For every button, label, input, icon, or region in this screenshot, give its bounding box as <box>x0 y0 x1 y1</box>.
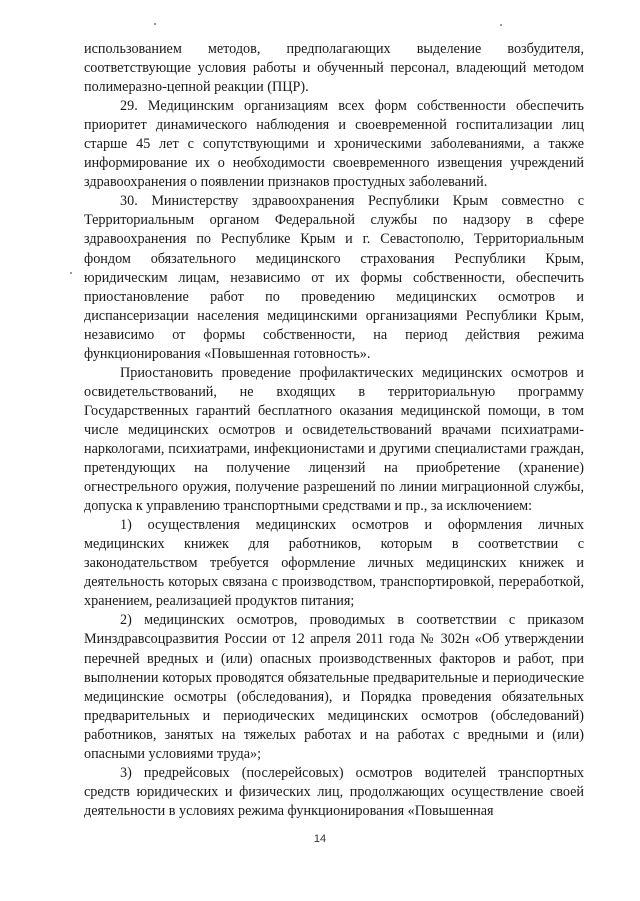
document-body <box>84 40 584 821</box>
list-item-1: 1) осуществления медицинских осмотров и оформления личных медицинских книжек для работников, которым в соответствии с законодательством требуется оформление личных медицинских книжек и деятельность которых связана с производством, транспортировкой, переработкой, хранением, реализацией продуктов питания; <box>84 517 584 610</box>
page-number: 14 <box>313 833 327 845</box>
paragraph-29: 29. Медицинским организациям всех форм собственности обеспечить приоритет динамического наблюдения и своевременной госпитализации лиц старше 45 лет с сопутствующими и хроническими заболеваниями, а также информирование их о необходимости своевременного извещения учреждений здравоохранения о появлении признаков простудных заболеваний. <box>84 98 584 191</box>
paragraph-continuation: использованием методов, предполагающих выделение возбудителя, соответствующие условия работы и обученный персонал, владеющий методом полимеразно-цепной реакции (ПЦР). <box>84 41 584 96</box>
scan-speck <box>70 272 72 274</box>
scan-speck <box>154 23 156 25</box>
list-item-3: 3) предрейсовых (послерейсовых) осмотров водителей транспортных средств юридических и физических лиц, продолжающих осуществление своей деятельности в условиях режима функционирования «Повышенная <box>84 764 584 819</box>
list-item-2: 2) медицинских осмотров, проводимых в соответствии с приказом Минздравсоцразвития России от 12 апреля 2011 года № 302н «Об утверждении перечней вредных и (или) опасных производственных факторов и работ, при выполнении которых проводятся обязательные предварительные и периодические медицинские осмотры (обследования), и Порядка проведения обязательных предварительных и периодических медицинских осмотров (обследований) работников, занятых на тяжелых работах и на работах с вредными и (или) опасными условиями труда»; <box>84 612 584 762</box>
paragraph-30: 30. Министерству здравоохранения Республики Крым совместно с Территориальным органом Федеральной службы по надзору в сфере здравоохранения по Республике Крым и г. Севастополю, Территориальным фондом обязательного медицинского страхования Республики Крым, юридическим лицам, независимо от их формы собственности, обеспечить приостановление работ по проведению медицинских осмотров и диспансеризации населения медицинскими организациями Республики Крым, независимо от формы собственности, на период действия режима функционирования «Повышенная готовность». <box>84 193 584 362</box>
scan-speck <box>500 24 502 26</box>
paragraph-suspend: Приостановить проведение профилактических медицинских осмотров и освидетельствований, не входящих в территориальную программу Государственных гарантий бесплатного оказания медицинской помощи, в том числе медицинских осмотров и освидетельствований врачами психиатрами-наркологами, психиатрами, инфекционистами и другими специалистами граждан, претендующих на получение лицензий на приобретение (хранение) огнестрельного оружия, получение разрешений по линии миграционной службы, допуска к управлению транспортными средствами и пр., за исключением: <box>84 364 584 515</box>
